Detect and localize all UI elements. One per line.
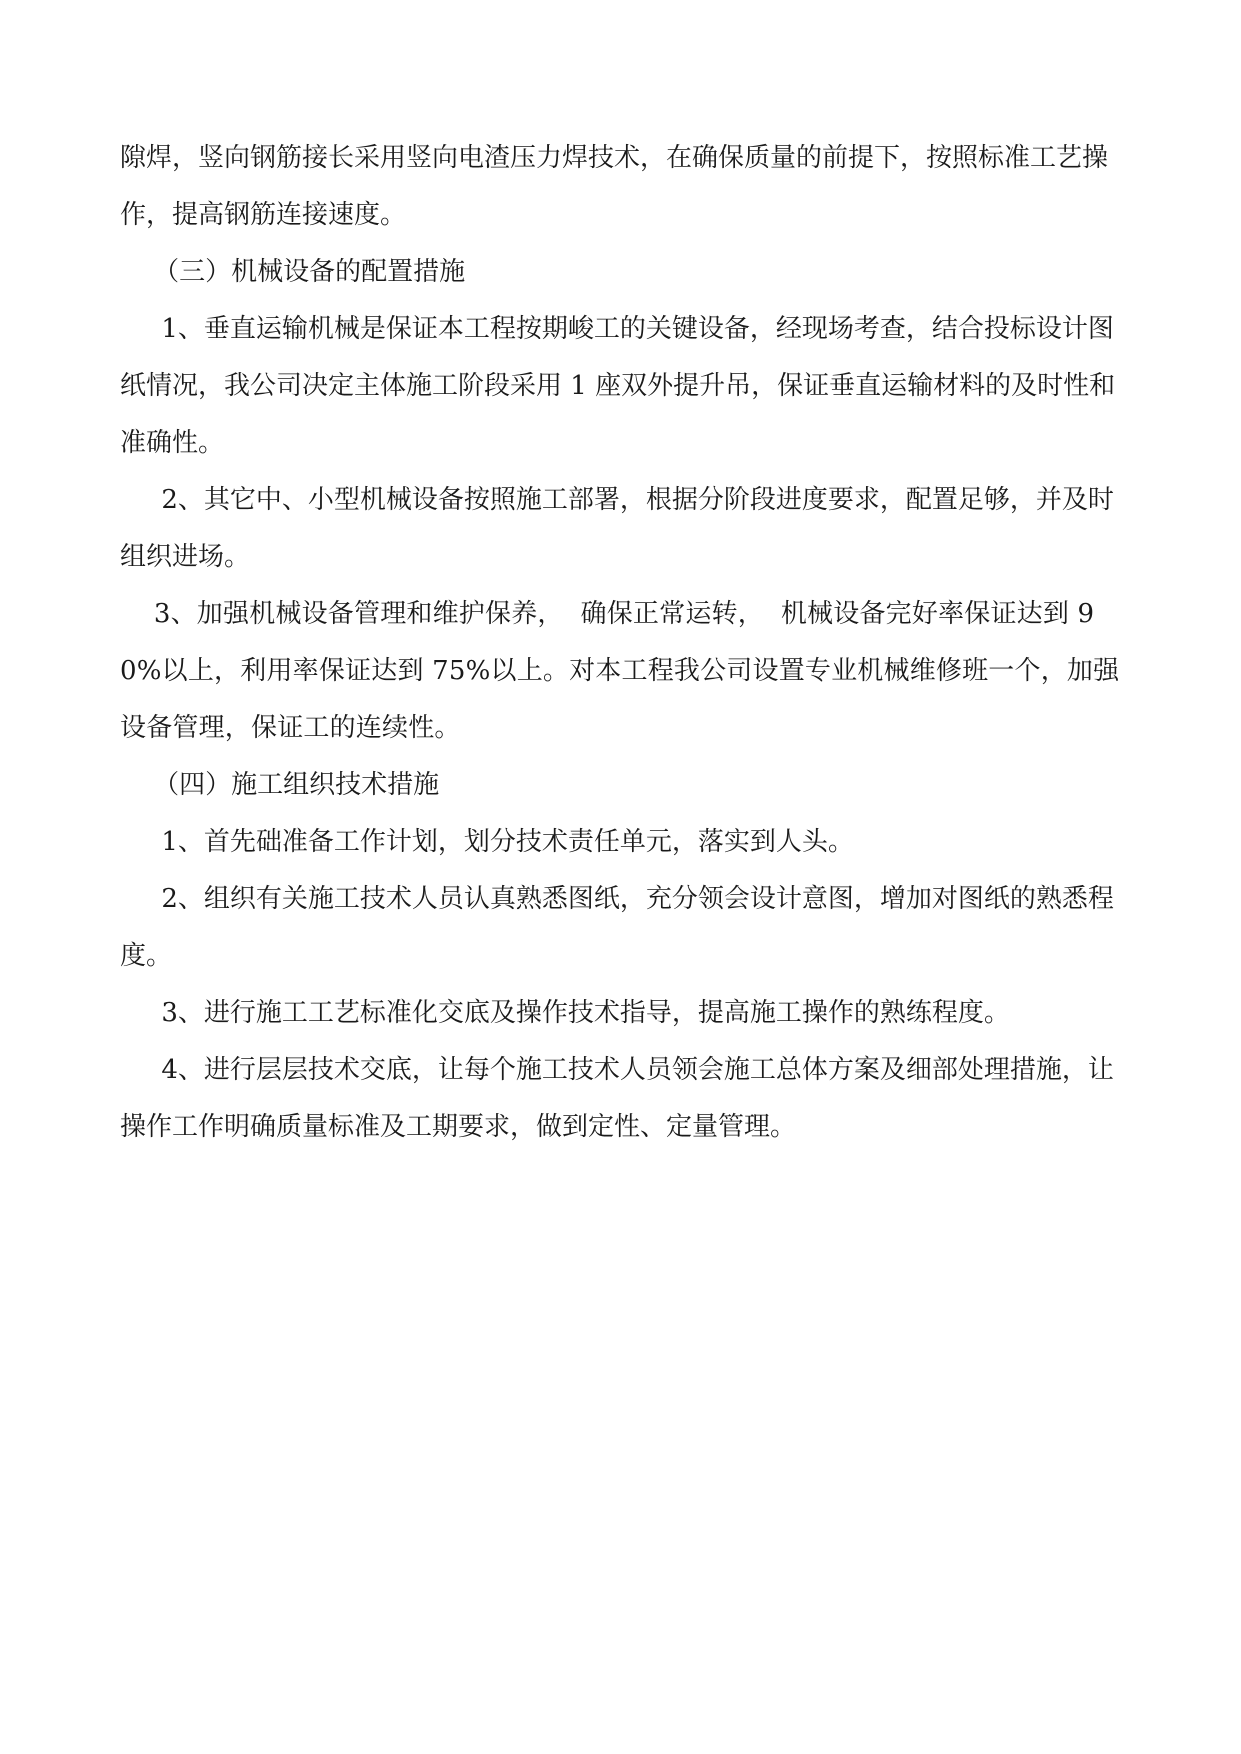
paragraph-small-machinery: 2、其它中、小型机械设备按照施工部署，根据分阶段进度要求，配置足够，并及时组织进场。 <box>120 485 1114 572</box>
heading-organization-measures: （四）施工组织技术措施 <box>120 770 440 800</box>
paragraph-drawings-study: 2、组织有关施工技术人员认真熟悉图纸，充分领会设计意图，增加对图纸的熟悉程度。 <box>120 884 1114 971</box>
document-body <box>120 130 1135 1156</box>
paragraph-technical-briefing: 4、进行层层技术交底，让每个施工技术人员领会施工总体方案及细部处理措施，让操作工作明确质量标准及工期要求，做到定性、定量管理。 <box>120 1055 1114 1142</box>
paragraph-process-standard: 3、进行施工工艺标准化交底及操作技术指导，提高施工操作的熟练程度。 <box>120 998 1010 1028</box>
heading-machinery-measures: （三）机械设备的配置措施 <box>120 257 466 287</box>
paragraph-welding: 隙焊，竖向钢筋接长采用竖向电渣压力焊技术，在确保质量的前提下，按照标准工艺操作，提高钢筋连接速度。 <box>120 143 1109 230</box>
paragraph-vertical-transport: 1、垂直运输机械是保证本工程按期峻工的关键设备，经现场考查，结合投标设计图纸情况，我公司决定主体施工阶段采用 1 座双外提升吊，保证垂直运输材料的及时性和准确性。 <box>120 314 1116 458</box>
paragraph-maintenance: 3、加强机械设备管理和维护保养， 确保正常运转， 机械设备完好率保证达到 90%以上，利用率保证达到 75%以上。对本工程我公司设置专业机械维修班一个，加强设备管理，保证工的连续性。 <box>120 599 1120 743</box>
paragraph-work-plan: 1、首先础准备工作计划，划分技术责任单元，落实到人头。 <box>120 827 854 857</box>
